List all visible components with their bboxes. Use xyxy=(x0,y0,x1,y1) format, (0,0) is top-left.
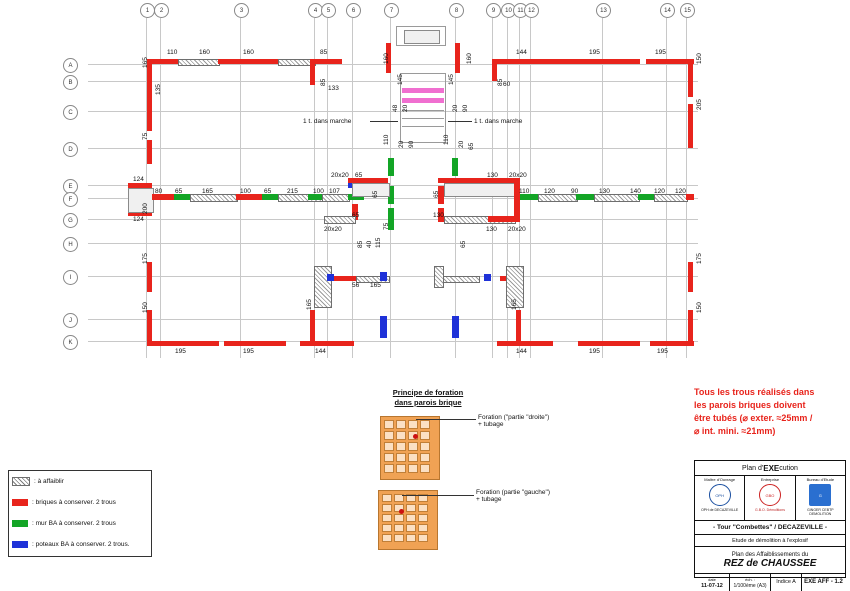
detail-callout-right: Foration ("partie "droite") + tubage xyxy=(478,414,550,428)
wall-red xyxy=(310,310,315,346)
column-blue xyxy=(380,316,387,338)
wall-hatch xyxy=(178,59,220,66)
grid-bubble-col: 9 xyxy=(486,3,501,18)
wall-red xyxy=(688,59,693,97)
owner-logo: Maître d'Ouvrage OPH OPH de DECAZEVILLE xyxy=(695,476,745,520)
dimension-text: 165 xyxy=(370,282,381,289)
dimension-text-v: 20 xyxy=(452,104,459,112)
grid-bubble-row: B xyxy=(63,75,78,90)
grid-bubble-col: 5 xyxy=(321,3,336,18)
dimension-text-v: 65 xyxy=(433,190,440,198)
dimension-text-v: 150 xyxy=(696,53,703,64)
dimension-text: 144 xyxy=(315,348,326,355)
stair-flight xyxy=(402,98,444,103)
wall-hatch xyxy=(434,266,444,288)
wall-red xyxy=(688,262,693,292)
wall-red xyxy=(300,341,354,346)
grid-bubble-col: 3 xyxy=(234,3,249,18)
grid-bubble-col: 14 xyxy=(660,3,675,18)
dimension-text: 85 xyxy=(320,49,328,56)
dimension-text: 215 xyxy=(287,188,298,195)
wall-hatch xyxy=(594,194,640,202)
dimension-text-v: 65 xyxy=(468,142,475,150)
dimension-text: 195 xyxy=(243,348,254,355)
brick-cell xyxy=(406,524,416,532)
dimension-text-v: 200 xyxy=(142,203,149,214)
grid-bubble-col: 4 xyxy=(308,3,323,18)
column-blue xyxy=(380,272,387,281)
dimension-text: 60 xyxy=(503,81,511,88)
brick-cell xyxy=(418,504,428,512)
dimension-text: 65 xyxy=(175,188,183,195)
grid-bubble-row: I xyxy=(63,270,78,285)
wall-hatch xyxy=(654,194,688,202)
logo-row xyxy=(695,476,845,521)
wall-red xyxy=(455,43,460,73)
brick-cell xyxy=(408,442,418,451)
dimension-text-v: 40 xyxy=(366,240,373,248)
legend-item xyxy=(9,513,151,534)
stair-flight xyxy=(402,88,444,93)
brick-cell xyxy=(382,494,392,502)
dimension-text: 110 xyxy=(519,188,530,195)
dimension-text-v: 150 xyxy=(142,302,149,313)
dimension-text-v: 110 xyxy=(383,134,390,145)
legend-label: : mur BA à conserver. 2 trous xyxy=(32,520,116,527)
warning-note: Tous les trous réalisés dans les parois briques doivent être tubés (⌀ exter. ≈25mm / ⌀ int. mini. ≈21mm) xyxy=(694,387,815,436)
wall-red xyxy=(218,59,278,64)
dimension-text-v: 20 xyxy=(402,104,409,112)
dimension-text: 195 xyxy=(589,49,600,56)
grid-bubble-row: H xyxy=(63,237,78,252)
stair-note-left: 1 t. dans marche xyxy=(303,118,352,125)
column-blue xyxy=(484,274,491,281)
brick-cell xyxy=(406,534,416,542)
title-block xyxy=(694,460,846,589)
brick-cell xyxy=(394,534,404,542)
date-cell: date 11-07-12 xyxy=(695,574,730,591)
wall-red xyxy=(492,59,538,64)
brick-cell xyxy=(384,420,394,429)
dimension-text: 130 xyxy=(433,212,444,219)
dimension-text-v: 165 xyxy=(306,299,313,310)
grid-bubble-col: 6 xyxy=(346,3,361,18)
grid-bubble-row: C xyxy=(63,105,78,120)
dimension-text: 120 xyxy=(654,188,665,195)
brick-cell xyxy=(396,464,406,473)
grid-line-h xyxy=(88,148,698,149)
brick-cells-lower xyxy=(382,494,428,542)
wall-red xyxy=(147,341,219,346)
legend-item xyxy=(9,471,151,492)
wall-red xyxy=(514,204,520,222)
dimension-text: 56 xyxy=(352,282,360,289)
dimension-text: 20x20 xyxy=(331,172,349,179)
grid-bubble-row: K xyxy=(63,335,78,350)
brick-cell xyxy=(394,514,404,522)
brick-cell xyxy=(382,534,392,542)
grid-bubble-row: E xyxy=(63,179,78,194)
dimension-text-v: 160 xyxy=(383,53,390,64)
wall-grey xyxy=(352,183,390,197)
gbo-logo-icon: GBO xyxy=(759,484,781,506)
wall-red xyxy=(334,276,356,281)
brick-cell xyxy=(382,524,392,532)
wall-green xyxy=(388,158,394,176)
dimension-text: 144 xyxy=(516,348,527,355)
scale-cell: éch. : 1/100ème (A3) xyxy=(730,574,771,591)
grid-line-v xyxy=(666,18,667,358)
grid-bubble-row: F xyxy=(63,192,78,207)
dimension-text: 124 xyxy=(133,176,144,183)
stair-outline xyxy=(400,142,446,143)
title-block-footer xyxy=(695,574,845,591)
title-block-header: Plan d' EXE cution xyxy=(695,461,845,476)
wall-hatch xyxy=(538,194,578,202)
legend-item xyxy=(9,492,151,513)
exe-emphasis: EXE xyxy=(763,463,780,473)
hatch-swatch-icon xyxy=(12,477,30,486)
brick-cell xyxy=(384,453,394,462)
dimension-text-v: 65 xyxy=(460,240,467,248)
grid-bubble-col: 11 xyxy=(513,3,528,18)
brick-cell xyxy=(382,514,392,522)
legend-label: : briques à conserver. 2 trous xyxy=(32,499,116,506)
grid-bubble-col: 15 xyxy=(680,3,695,18)
wall-red xyxy=(578,341,640,346)
ref-cell: EXE AFF - 1.2 xyxy=(804,579,843,585)
shaft-outline xyxy=(396,45,446,46)
project-name: - Tour "Combettes" / DECAZEVILLE - xyxy=(695,521,845,535)
dimension-text: 20x20 xyxy=(509,172,527,179)
detail-callout-left: Foration (partie "gauche") + tubage xyxy=(476,489,550,503)
dimension-text: 110 xyxy=(167,49,178,56)
dimension-text-v: 135 xyxy=(155,84,162,95)
wall-red xyxy=(688,310,693,346)
stair-step xyxy=(402,126,444,127)
drill-hole-marker xyxy=(399,509,404,514)
wall-red xyxy=(224,341,286,346)
project-subtitle: Etude de démolition à l'explosif xyxy=(695,535,845,547)
brick-cell xyxy=(418,524,428,532)
dimension-text: 124 xyxy=(133,216,144,223)
column-blue xyxy=(452,316,459,338)
grid-bubble-col: 1 xyxy=(140,3,155,18)
stair-outline xyxy=(445,73,446,143)
plan-title: Plan des Affaiblissements du REZ de CHAUSSEE xyxy=(695,547,845,574)
dimension-text: 165 xyxy=(202,188,213,195)
dimension-text: 195 xyxy=(175,348,186,355)
oph-logo-icon: OPH xyxy=(709,484,731,506)
dimension-text: 100 xyxy=(313,188,324,195)
brick-cell xyxy=(420,420,430,429)
grid-bubble-row: J xyxy=(63,313,78,328)
dimension-text: 107 xyxy=(329,188,340,195)
dimension-text-v: 85 xyxy=(357,240,364,248)
grid-line-h xyxy=(88,276,698,277)
grid-line-h xyxy=(88,319,698,320)
leader-line xyxy=(416,419,476,420)
brick-cell xyxy=(420,464,430,473)
brick-cell xyxy=(394,524,404,532)
wall-green xyxy=(452,158,458,176)
dimension-text-v: 75 xyxy=(142,132,149,140)
brick-cells-upper xyxy=(384,420,430,473)
leader-line xyxy=(402,495,474,496)
dimension-text: 90 xyxy=(571,188,579,195)
column-blue xyxy=(327,274,334,281)
dimension-text-v: 175 xyxy=(696,253,703,264)
dimension-text: 80 xyxy=(155,188,163,195)
brick-cell xyxy=(408,464,418,473)
grid-bubble-row: G xyxy=(63,213,78,228)
red-swatch-icon xyxy=(12,499,28,506)
brick-cell xyxy=(408,420,418,429)
dimension-text: 140 xyxy=(630,188,641,195)
wall-red xyxy=(310,59,315,85)
wall-grey xyxy=(128,188,154,213)
grid-bubble-col: 10 xyxy=(501,3,516,18)
grid-bubble-col: 7 xyxy=(384,3,399,18)
dimension-text: 20x20 xyxy=(324,226,342,233)
dimension-text-v: 175 xyxy=(142,253,149,264)
dimension-text-v: 110 xyxy=(443,134,450,145)
indice-cell: Indice A xyxy=(771,574,802,591)
brick-cell xyxy=(384,464,394,473)
brick-cell xyxy=(406,504,416,512)
blue-swatch-icon xyxy=(12,541,28,548)
green-swatch-icon xyxy=(12,520,28,527)
brick-cell xyxy=(384,442,394,451)
dimension-text-v: 65 xyxy=(372,190,379,198)
dimension-text-v: 90 xyxy=(462,104,469,112)
dimension-text: 130 xyxy=(599,188,610,195)
dimension-text: 65 xyxy=(352,212,360,219)
brick-cell xyxy=(418,514,428,522)
wall-red xyxy=(578,59,640,64)
dimension-text-v: 85 xyxy=(320,78,327,86)
brick-cell xyxy=(396,431,406,440)
brick-cell xyxy=(396,442,406,451)
stair-step xyxy=(402,118,444,119)
brick-cell xyxy=(420,442,430,451)
dimension-text-v: 165 xyxy=(511,299,518,310)
grid-bubble-row: A xyxy=(63,58,78,73)
dimension-text: 195 xyxy=(655,49,666,56)
wall-green xyxy=(576,194,594,200)
wall-red xyxy=(688,104,693,148)
detail-title: Principe de foration dans parois brique xyxy=(392,388,464,407)
dimension-text-v: 20 xyxy=(398,140,405,148)
dimension-text: 65 xyxy=(264,188,272,195)
dimension-text-v: 145 xyxy=(397,74,404,85)
dimension-text: 195 xyxy=(589,348,600,355)
wall-red xyxy=(686,194,694,200)
dimension-text-v: 145 xyxy=(448,74,455,85)
contractor-logo: Entreprise GBO G.B.O. Démolitions xyxy=(745,476,795,520)
dimension-text: 120 xyxy=(544,188,555,195)
shaft-outline xyxy=(396,26,397,46)
brick-cell xyxy=(406,514,416,522)
leader-line xyxy=(448,121,472,122)
dimension-text: 160 xyxy=(199,49,210,56)
dimension-text: 133 xyxy=(328,85,339,92)
dimension-text: 195 xyxy=(657,348,668,355)
dimension-text-v: 150 xyxy=(696,302,703,313)
wall-hatch xyxy=(322,194,350,202)
grid-line-h xyxy=(88,81,698,82)
wall-red xyxy=(147,140,152,164)
dimension-text: 100 xyxy=(240,188,251,195)
grid-line-v xyxy=(686,18,687,358)
ginger-logo-icon: G xyxy=(809,484,831,506)
dimension-text-v: 48 xyxy=(392,104,399,112)
dimension-text-v: 115 xyxy=(375,237,382,248)
dimension-text: 20x20 xyxy=(508,226,526,233)
legend-label: : poteaux BA à conserver. 2 trous. xyxy=(32,541,130,548)
leader-line xyxy=(370,121,398,122)
wall-hatch xyxy=(190,194,238,202)
legend-label: : à affaiblir xyxy=(34,478,64,485)
dimension-text-v: 165 xyxy=(142,57,149,68)
legend-item xyxy=(9,534,151,555)
drill-hole-marker xyxy=(413,434,418,439)
dimension-text-v: 160 xyxy=(466,53,473,64)
dimension-text-v: 20 xyxy=(458,140,465,148)
dimension-text: 144 xyxy=(516,49,527,56)
dimension-text: 120 xyxy=(675,188,686,195)
grid-bubble-col: 8 xyxy=(449,3,464,18)
grid-bubble-col: 13 xyxy=(596,3,611,18)
wall-red xyxy=(646,59,694,64)
dimension-text-v: 75 xyxy=(383,222,390,230)
wall-red xyxy=(497,341,553,346)
shaft-outline xyxy=(396,26,446,27)
stair-outline xyxy=(400,73,446,74)
wall-grey xyxy=(444,183,518,197)
shaft-box xyxy=(404,30,440,44)
brick-cell xyxy=(420,453,430,462)
brick-cell xyxy=(396,420,406,429)
grid-bubble-col: 12 xyxy=(524,3,539,18)
engineering-logo: Bureau d'Etude G GINGER CEBTP DEMOLITION xyxy=(806,477,835,516)
wall-red xyxy=(147,59,152,131)
dimension-text-v: 85 xyxy=(497,78,504,86)
shaft-outline xyxy=(445,26,446,46)
wall-red xyxy=(147,262,152,292)
grid-line-h xyxy=(88,243,698,244)
grid-bubble-row: D xyxy=(63,142,78,157)
dimension-text-v: 205 xyxy=(696,99,703,110)
dimension-text-v: 90 xyxy=(408,140,415,148)
dimension-text: 130 xyxy=(487,172,498,179)
stair-note-right: 1 t. dans marche xyxy=(474,118,523,125)
brick-cell xyxy=(408,453,418,462)
dimension-text: 130 xyxy=(486,226,497,233)
grid-bubble-col: 2 xyxy=(154,3,169,18)
dimension-text: 65 xyxy=(355,172,363,179)
dimension-text: 160 xyxy=(243,49,254,56)
grid-line-v xyxy=(530,18,531,358)
brick-cell xyxy=(382,504,392,512)
legend-box xyxy=(8,470,152,557)
wall-hatch xyxy=(314,266,332,308)
brick-cell xyxy=(396,453,406,462)
brick-cell xyxy=(418,534,428,542)
brick-cell xyxy=(420,431,430,440)
brick-cell xyxy=(384,431,394,440)
